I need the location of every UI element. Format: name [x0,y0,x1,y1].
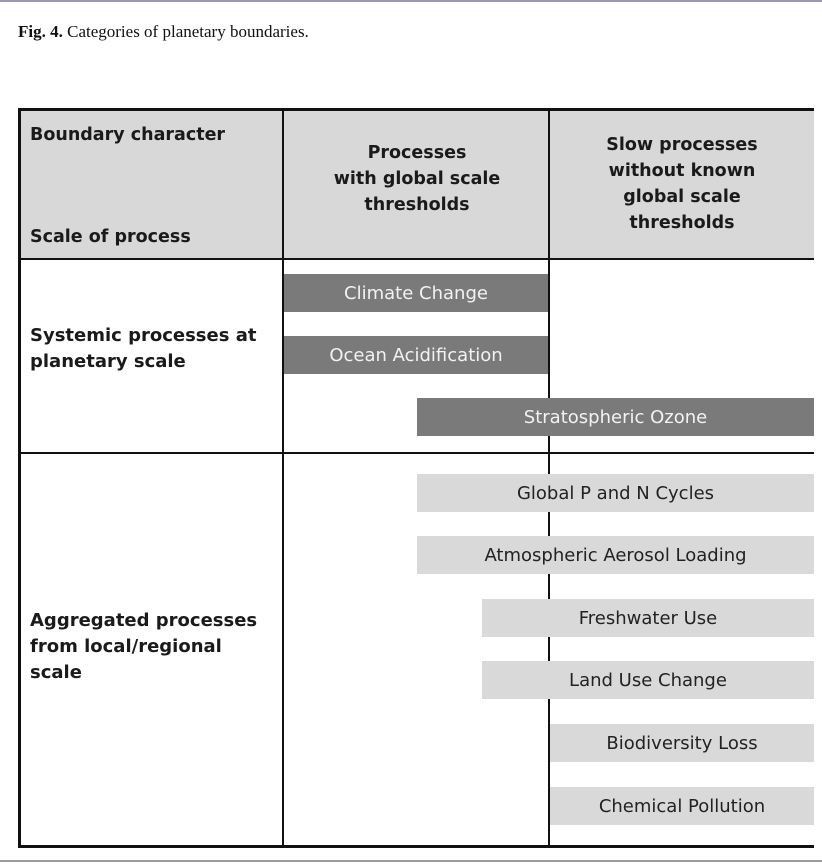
column-header-line: thresholds [364,195,470,215]
column-header-line: without known [608,161,756,181]
corner-label-boundary-character: Boundary character [30,125,226,145]
row-label-line: Aggregated processes [30,610,258,631]
table-left-border [18,108,21,848]
column-header-line: with global scale [333,169,501,189]
bar-freshwater-use: Freshwater Use [482,599,814,637]
top-rule [0,0,822,2]
table-bottom-border [18,845,814,848]
column-header-line: thresholds [629,213,735,233]
column-header-line: Processes [367,143,467,163]
bar-land-use-change: Land Use Change [482,661,814,699]
column-divider-middle [548,436,550,474]
column-divider-middle [548,512,550,536]
column-header-line: global scale [623,187,741,207]
header-divider [18,258,814,260]
row-label-line: planetary scale [30,351,186,372]
column-divider-left [282,108,284,848]
figure-caption [18,22,309,42]
corner-label-scale-of-process: Scale of process [30,227,191,247]
figure-caption-text: Categories of planetary boundaries. [62,22,309,41]
bar-chemical-pollution: Chemical Pollution [550,787,814,825]
figure-number: Fig. 4. [18,22,63,41]
bar-global-p-and-n-cycles: Global P and N Cycles [417,474,814,512]
column-header-line: Slow processes [606,135,758,155]
row-label-line: scale [30,662,82,683]
column-divider-middle [548,108,550,274]
table-top-border [18,108,814,111]
row-label-line: Systemic processes at [30,325,257,346]
bar-biodiversity-loss: Biodiversity Loss [550,724,814,762]
column-header-slow-processes [550,132,814,236]
row-label-systemic [30,323,256,375]
column-divider-middle [548,699,550,848]
row-label-aggregated [30,608,257,686]
boundary-table [18,108,814,848]
row-label-line: from local/regional [30,636,222,657]
bar-climate-change: Climate Change [284,274,548,312]
column-divider-middle [548,637,550,661]
bottom-rule [0,860,822,862]
bar-atmospheric-aerosol-loading: Atmospheric Aerosol Loading [417,536,814,574]
bar-stratospheric-ozone: Stratospheric Ozone [417,398,814,436]
bar-ocean-acidification: Ocean Acidification [284,336,548,374]
row-divider [18,452,814,454]
column-divider-middle [548,274,550,398]
column-divider-middle [548,574,550,599]
column-header-global-thresholds [284,140,550,218]
